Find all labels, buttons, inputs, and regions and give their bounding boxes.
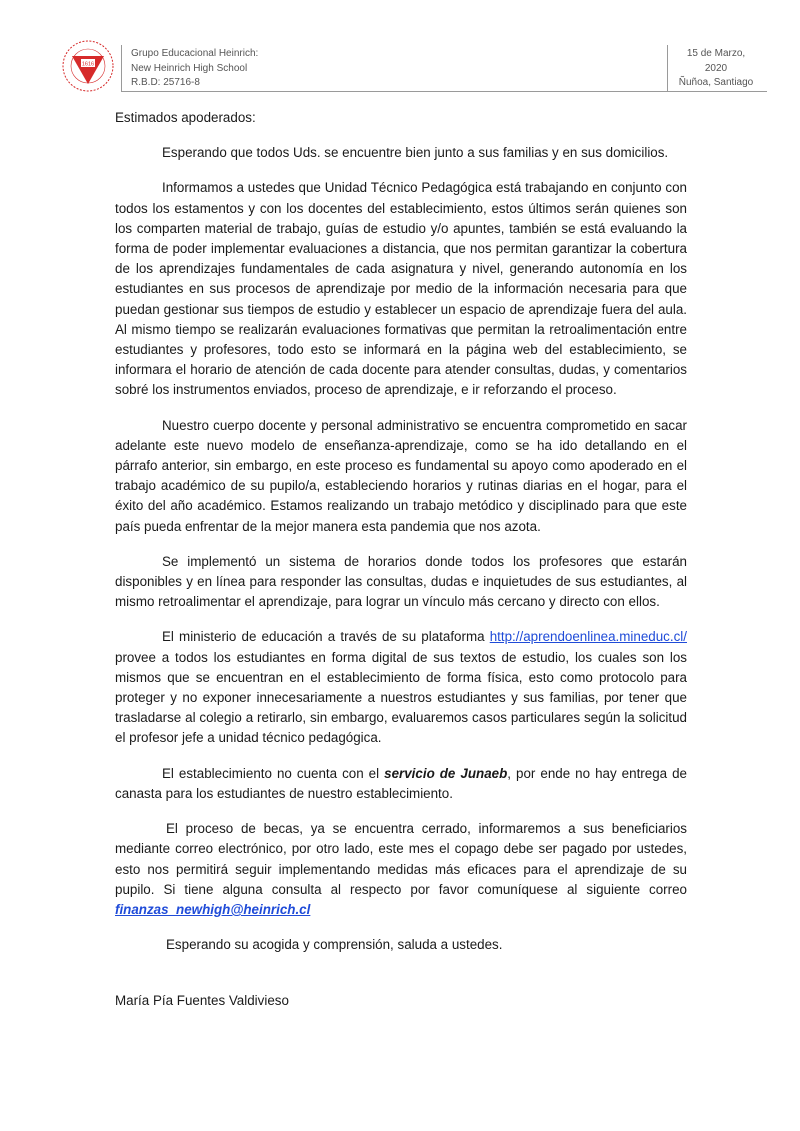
signature: María Pía Fuentes Valdivieso — [115, 993, 289, 1009]
letter-body — [115, 108, 687, 1027]
paragraph-5-intro: El ministerio de educación a través de su plataforma — [162, 629, 490, 645]
institution-rbd: R.B.D: 25716-8 — [131, 77, 200, 88]
institution-group: Grupo Educacional Heinrich: — [131, 48, 259, 59]
date-day-month: 15 de Marzo, — [686, 48, 746, 59]
letterhead — [0, 0, 800, 95]
paragraph-6-rest: , por ende no hay entrega de canasta para los estudiantes de nuestro establecimiento. — [115, 765, 687, 801]
date-place — [670, 47, 762, 91]
paragraph-7 — [115, 819, 687, 920]
header-divider-left — [121, 45, 122, 92]
place: Ñuñoa, Santiago — [678, 77, 754, 88]
svg-text:1616: 1616 — [81, 61, 95, 68]
school-logo — [60, 38, 116, 94]
paragraph-6-intro: El establecimiento no cuenta con el — [162, 765, 385, 781]
paragraph-3: Nuestro cuerpo docente y personal administrativo se encuentra comprometido en sacar adelante este nuevo modelo de enseñanza-aprendizaje, como se ha ido detallando en el párrafo anterior, sin embargo, en este proceso es fundamental su apoyo como apoderado en el trabajo académico de su pupilo/a, estableciendo horarios y rutinas diarias en el hogar, para el éxito del año académico. Estamos realizando un trabajo metódico y disciplinado para que este país pueda enfrentar de la mejor manera esta pandemia que nos azota. — [115, 417, 687, 534]
paragraph-6 — [115, 764, 687, 804]
aprendo-en-linea-link[interactable]: http://aprendoenlinea.mineduc.cl/ — [489, 629, 687, 645]
paragraph-4: Se implementó un sistema de horarios donde todos los profesores que estarán disponibles y en línea para responder las consultas, dudas e inquietudes de sus estudiantes, al mismo retroalimentar el aprendizaje, para lograr un vínculo más cercano y directo con ellos. — [115, 553, 687, 610]
greeting: Estimados apoderados: — [115, 110, 256, 125]
date-year: 2020 — [704, 62, 728, 74]
paragraph-5-rest: provee a todos los estudiantes en forma digital de sus textos de estudio, los cuales son los mismos que se encuentran en el establecimiento de forma física, esto como protocolo para proteger y no exponer innecesariamente a nuestros estudiantes y sus familias, por tener que trasladarse al colegio a retirarlo, sin embargo, evaluaremos casos particulares según la solicitud el profesor jefe a unidad técnico pedagógica. — [115, 649, 687, 746]
finance-email-link[interactable]: finanzas_newhigh@heinrich.cl — [115, 901, 311, 917]
header-divider-right — [667, 45, 668, 92]
paragraph-2: Informamos a ustedes que Unidad Técnico Pedagógica está trabajando en conjunto con todos los estamentos y con los docentes del establecimiento, estos últimos serán quienes son los comparten material de trabajo, guías de estudio y/o apuntes, también se está evaluando la forma de poder implementar evaluaciones a distancia, que nos permitan garantizar la cobertura de los aprendizajes fundamentales de cada asignatura y nivel, generando autonomía en los estudiantes en sus procesos de aprendizaje por medio de la información necesaria para que puedan gestionar sus tiempos de estudio y establecer un espacio de aprendizaje fuera del aula. Al mismo tiempo se realizarán evaluaciones formativas que permitan la retroalimentación entre estudiantes y profesores, todo esto se informará en la página web del establecimiento, se informara el horario de atención de cada docente para atender consultas, dudas, y comentarios sobré los instrumentos enviados, proceso de aprendizaje, e ir reforzando el proceso. — [115, 180, 687, 398]
paragraph-5 — [115, 627, 687, 748]
institution-school: New Heinrich High School — [131, 62, 248, 74]
header-rule — [121, 91, 767, 92]
paragraph-7-text: El proceso de becas, ya se encuentra cerrado, informaremos a sus beneficiarios mediante correo electrónico, por otro lado, este mes el copago debe ser pagado por ustedes, esto nos permitirá seguir implementando medidas más eficaces para el aprendizaje de su pupilo. Si tiene alguna consulta al respecto por favor comuníquese al siguiente correo — [115, 821, 687, 897]
closing: Esperando su acogida y comprensión, saluda a ustedes. — [166, 937, 503, 953]
institution-info — [131, 47, 258, 91]
paragraph-1: Esperando que todos Uds. se encuentre bien junto a sus familias y en sus domicilios. — [162, 145, 669, 161]
junaeb-emphasis: servicio de Junaeb — [384, 765, 508, 781]
